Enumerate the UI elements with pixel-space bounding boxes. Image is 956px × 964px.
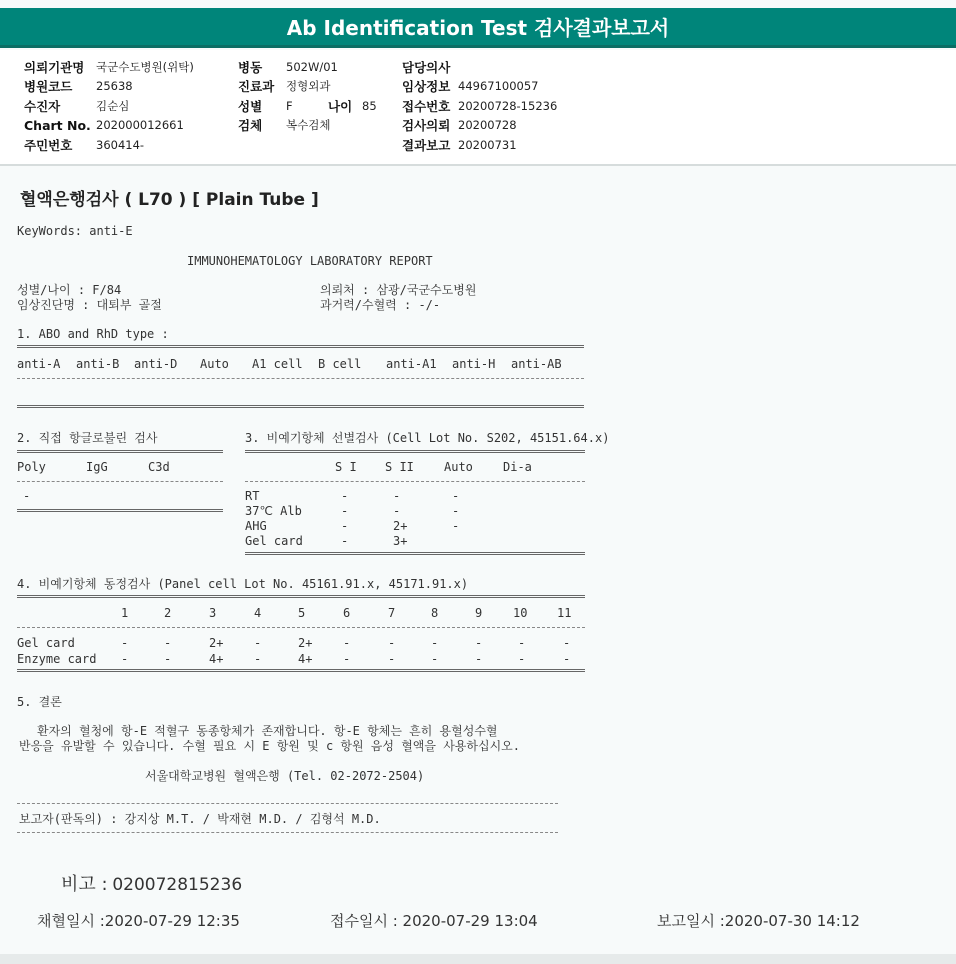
double-rule <box>245 450 585 453</box>
panel-header: 5 <box>298 606 306 620</box>
header-label: 검사의뢰 <box>402 118 451 134</box>
patient-diagnosis: 임상진단명 : 대퇴부 골절 <box>17 298 162 312</box>
panel-cell: 4+ <box>209 652 224 666</box>
abo-header: B cell <box>318 357 362 371</box>
header-label: 진료과 <box>238 79 275 95</box>
double-rule <box>17 509 223 512</box>
header-value: 20200728-15236 <box>458 98 558 113</box>
header-value: 360414- <box>96 137 145 152</box>
header-label: 검체 <box>238 118 263 134</box>
screening-header: S I <box>335 460 357 474</box>
dashed-rule <box>17 803 558 804</box>
panel-cell: - <box>164 652 172 666</box>
transfusion-history: 과거력/수혈력 : -/- <box>320 298 441 312</box>
panel-cell: 2+ <box>298 636 313 650</box>
screening-title: 3. 비예기항체 선별검사 (Cell Lot No. S202, 45151.64.x) <box>245 431 610 445</box>
panel-cell: - <box>254 636 262 650</box>
screening-cell: - <box>452 519 460 533</box>
header-label: 접수번호 <box>402 98 451 114</box>
panel-cell: 4+ <box>298 652 313 666</box>
screening-cell: 3+ <box>393 534 408 548</box>
panel-title: 4. 비예기항체 동정검사 (Panel cell Lot No. 45161.91.x, 45171.91.x) <box>17 577 469 591</box>
header-value: 202000012661 <box>96 118 184 133</box>
abo-header: A1 cell <box>252 357 303 371</box>
header-value: 20200731 <box>458 137 517 152</box>
screening-cell: - <box>393 504 401 518</box>
abo-rhd-title: 1. ABO and RhD type : <box>17 327 169 341</box>
reporter: 보고자(판독의) : 강지상 M.T. / 박재현 M.D. / 김형석 M.D. <box>19 812 381 826</box>
receipt-datetime: 접수일시 : 2020-07-29 13:04 <box>330 912 538 930</box>
conclusion-line-1: 환자의 혈청에 항-E 적혈구 동종항체가 존재합니다. 항-E 항체는 흔히 용혈성수혈 <box>37 724 498 738</box>
header-label: 임상정보 <box>402 79 451 95</box>
double-rule <box>245 552 585 555</box>
header-col-3 <box>402 57 557 155</box>
screening-row-label: 37℃ Alb <box>245 504 302 518</box>
dat-header: C3d <box>148 460 170 474</box>
header-label: 담당의사 <box>402 59 451 75</box>
header-col-1 <box>24 57 194 155</box>
screening-cell: - <box>341 489 349 503</box>
panel-cell: - <box>388 652 396 666</box>
screening-cell: - <box>341 534 349 548</box>
lab-report-title: IMMUNOHEMATOLOGY LABORATORY REPORT <box>187 254 433 268</box>
dashed-rule <box>17 627 585 628</box>
panel-header: 2 <box>164 606 172 620</box>
keywords: KeyWords: anti-E <box>17 224 133 238</box>
panel-header: 11 <box>557 606 572 620</box>
remark <box>61 870 242 896</box>
header-value: 502W/01 <box>286 59 338 74</box>
abo-header: anti-A1 <box>386 357 437 371</box>
screening-cell: - <box>341 519 349 533</box>
dat-header: Poly <box>17 460 46 474</box>
panel-header: 4 <box>254 606 262 620</box>
screening-row-label: RT <box>245 489 260 503</box>
panel-cell: - <box>254 652 262 666</box>
remark-value: 020072815236 <box>112 875 243 895</box>
double-rule <box>17 595 585 598</box>
screening-cell: - <box>341 504 349 518</box>
panel-row-label: Gel card <box>17 636 75 650</box>
screening-header: S II <box>385 460 414 474</box>
conclusion-line-2: 반응을 유발할 수 있습니다. 수혈 필요 시 E 항원 및 c 항원 음성 혈액을 사용하십시오. <box>19 739 520 753</box>
screening-row-label: Gel card <box>245 534 303 548</box>
dashed-rule <box>245 481 585 482</box>
remark-label: 비고 : <box>61 874 108 895</box>
screening-cell: - <box>452 504 460 518</box>
report-title: Ab Identification Test 검사결과보고서 <box>286 16 670 40</box>
header-label: Chart No. <box>24 117 91 133</box>
header-label: 병원코드 <box>24 79 73 95</box>
patient-header <box>0 50 956 166</box>
panel-cell: - <box>563 652 571 666</box>
panel-cell: - <box>518 636 526 650</box>
screening-row-label: AHG <box>245 519 267 533</box>
panel-header: 1 <box>121 606 129 620</box>
dat-title: 2. 직접 항글로불린 검사 <box>17 431 158 445</box>
dashed-rule <box>17 378 584 379</box>
screening-cell: - <box>393 489 401 503</box>
client-name: 의뢰처 : 삼광/국군수도병원 <box>320 283 477 297</box>
panel-cell: - <box>164 636 172 650</box>
abo-header: anti-H <box>452 357 496 371</box>
double-rule <box>17 669 585 672</box>
dashed-rule <box>17 832 558 833</box>
panel-header: 6 <box>343 606 351 620</box>
header-value: 20200728 <box>458 118 517 133</box>
header-value: 국군수도병원(위탁) <box>96 59 194 74</box>
abo-header: Auto <box>200 357 229 371</box>
header-label: 의뢰기관명 <box>24 59 85 75</box>
bottom-bar <box>0 954 956 964</box>
panel-cell: - <box>388 636 396 650</box>
panel-cell: - <box>518 652 526 666</box>
abo-header: anti-B <box>76 357 120 371</box>
screening-cell: - <box>452 489 460 503</box>
abo-header: anti-A <box>17 357 61 371</box>
screening-header: Di-a <box>503 460 532 474</box>
section-title: 혈액은행검사 ( L70 ) [ Plain Tube ] <box>20 190 319 210</box>
panel-cell: - <box>431 652 439 666</box>
panel-row-label: Enzyme card <box>17 652 97 666</box>
patient-sex-age: 성별/나이 : F/84 <box>17 283 122 297</box>
header-label: 주민번호 <box>24 137 73 153</box>
abo-header: anti-D <box>134 357 178 371</box>
panel-cell: - <box>563 636 571 650</box>
hospital-contact: 서울대학교병원 혈액은행 (Tel. 02-2072-2504) <box>145 769 425 783</box>
panel-cell: - <box>121 652 129 666</box>
header-value: 김순심 <box>96 98 130 113</box>
panel-header: 3 <box>209 606 217 620</box>
panel-header: 8 <box>431 606 439 620</box>
panel-cell: - <box>343 652 351 666</box>
age-label: 나이 <box>328 98 353 114</box>
age-value: 85 <box>362 98 377 113</box>
double-rule <box>17 450 223 453</box>
report-body <box>0 172 956 958</box>
conclusion-title: 5. 결론 <box>17 695 62 709</box>
panel-header: 9 <box>475 606 483 620</box>
collection-datetime: 채혈일시 :2020-07-29 12:35 <box>37 912 240 930</box>
report-title-bar <box>0 8 956 48</box>
double-rule <box>17 345 584 348</box>
double-rule <box>17 405 584 408</box>
report-datetime: 보고일시 :2020-07-30 14:12 <box>657 912 860 930</box>
panel-cell: - <box>475 636 483 650</box>
header-label: 수진자 <box>24 98 61 114</box>
dat-value: - <box>23 489 31 503</box>
header-label: 병동 <box>238 59 263 75</box>
header-col-2 <box>238 57 377 135</box>
dashed-rule <box>17 481 223 482</box>
header-value: 44967100057 <box>458 79 539 94</box>
dat-header: IgG <box>86 460 108 474</box>
panel-cell: - <box>431 636 439 650</box>
screening-cell: 2+ <box>393 519 408 533</box>
header-label: 결과보고 <box>402 137 451 153</box>
header-value: 정형외과 <box>286 79 331 94</box>
panel-cell: 2+ <box>209 636 224 650</box>
header-label: 성별 <box>238 98 263 114</box>
panel-cell: - <box>343 636 351 650</box>
panel-cell: - <box>121 636 129 650</box>
header-value: F <box>286 98 293 113</box>
abo-header: anti-AB <box>511 357 562 371</box>
header-value: 25638 <box>96 79 133 94</box>
panel-header: 7 <box>388 606 396 620</box>
panel-header: 10 <box>513 606 528 620</box>
header-value: 복수검체 <box>286 118 331 133</box>
panel-cell: - <box>475 652 483 666</box>
screening-header: Auto <box>444 460 473 474</box>
